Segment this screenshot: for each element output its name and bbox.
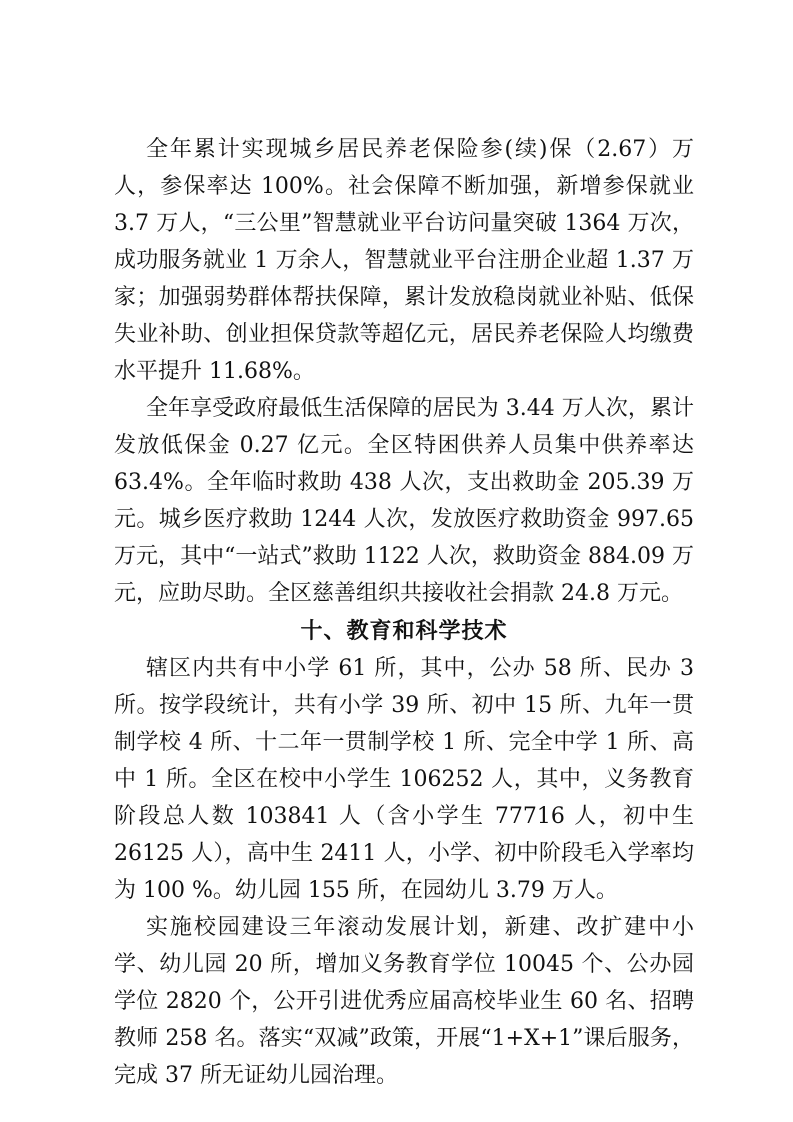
paragraph-minimum-living-security: 全年享受政府最低生活保障的居民为 3.44 万人次，累计发放低保金 0.27 亿元。全区特困供养人员集中供养率达 63.4%。全年临时救助 438 人次，支出救助金 205.39 万元。城乡医疗救助 1244 人次，发放医疗救助资金 997.65 万元，其中“一站式”救助 1122 人次，救助资金 884.09 万元，应助尽助。全区慈善组织共接收社会捐款 24.8 万元。 [114,396,694,606]
section-heading-education: 十、教育和科学技术 [300,618,508,644]
document-body [114,131,694,1094]
paragraph-schools-statistics: 辖区内共有中小学 61 所，其中，公办 58 所、民办 3 所。按学段统计，共有小学 39 所、初中 15 所、九年一贯制学校 4 所、十二年一贯制学校 1 所、完全中学 1 所、高中 1 所。全区在校中小学生 106252 人，其中，义务教育阶段总人数 103841 人（含小学生 77716 人，初中生 26125 人），高中生 2411 人，小学、初中阶段毛入学率均为 100 %。幼儿园 155 所，在园幼儿 3.79 万人。 [114,656,694,903]
paragraph-pension-insurance: 全年累计实现城乡居民养老保险参(续)保（2.67）万人，参保率达 100%。社会保障不断加强，新增参保就业 3.7 万人，“三公里”智慧就业平台访问量突破 1364 万次，成功服务就业 1 万余人，智慧就业平台注册企业超 1.37 万家；加强弱势群体帮扶保障，累计发放稳岗就业补贴、低保失业补助、创业担保贷款等超亿元，居民养老保险人均缴费水平提升 11.68%。 [114,137,694,384]
paragraph-campus-construction: 实施校园建设三年滚动发展计划，新建、改扩建中小学、幼儿园 20 所，增加义务教育学位 10045 个、公办园学位 2820 个，公开引进优秀应届高校毕业生 60 名、招聘教师 258 名。落实“双减”政策，开展“1+X+1”课后服务，完成 37 所无证幼儿园治理。 [114,915,694,1088]
